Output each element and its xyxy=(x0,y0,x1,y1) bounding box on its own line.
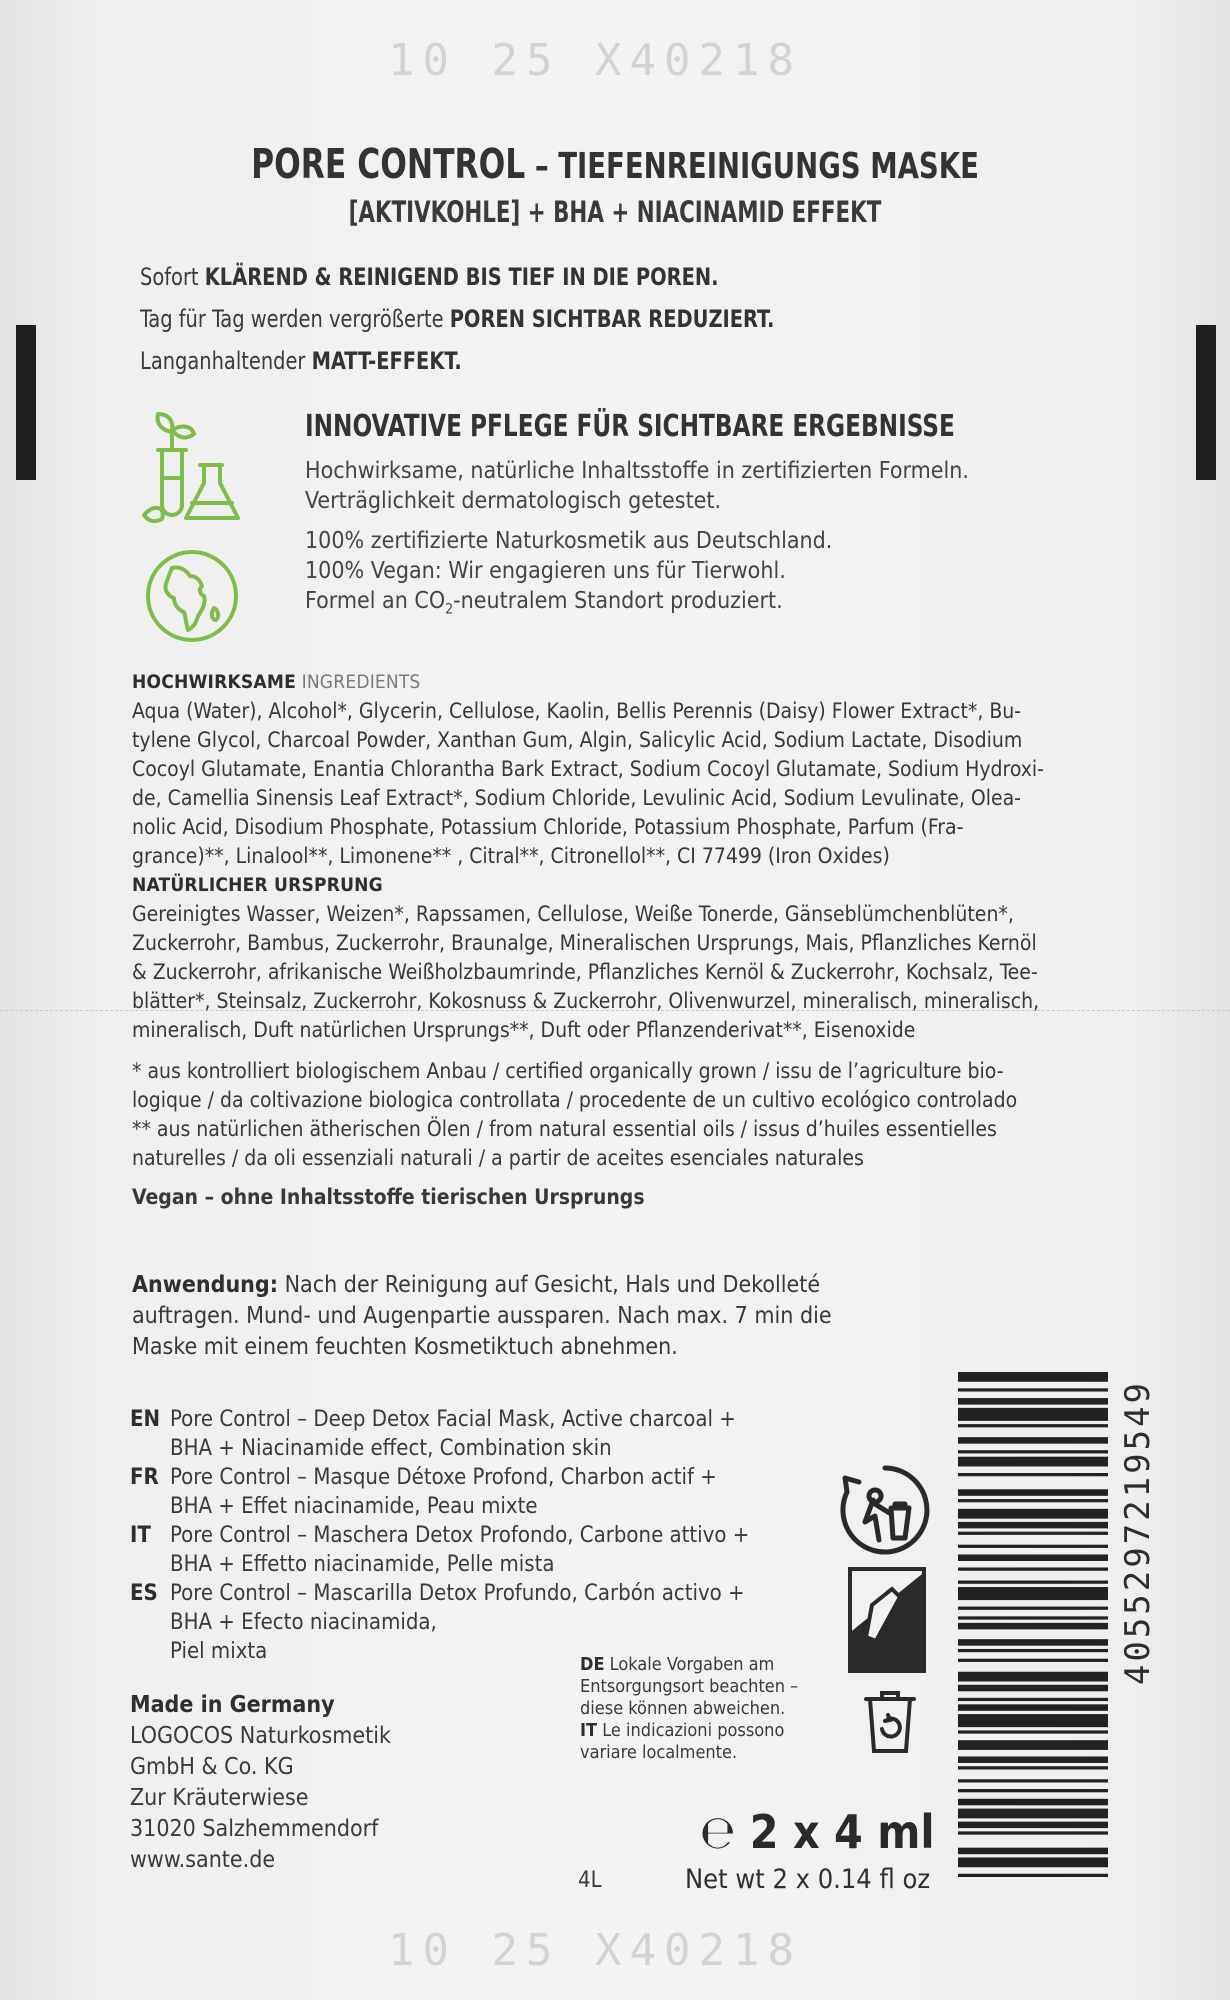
side-registration-mark-left xyxy=(16,325,36,480)
barcode-bar xyxy=(958,1649,1108,1652)
barcode-bar xyxy=(958,1874,1108,1877)
claim-line: Langanhaltender MATT-EFFEKT. xyxy=(140,347,462,375)
barcode-bar xyxy=(958,1424,1108,1427)
natural-origin-list: Gereinigtes Wasser, Weizen*, Rapssamen, Cellulose, Weiße Tonerde, Gänseblümchenblüten*, Zuckerrohr, Bambus, Zuckerrohr, Braunalge, Mineralischen Ursprungs, Mais, Pflanzliches Kernöl & Zuckerrohr, afrikanische Weißholzbaumrinde, Pflanzliches Kernöl & Zuckerrohr, Kochsalz, Tee- blätter*, Steinsalz, Zuckerrohr, Kokosnuss & Zuckerrohr, Olivenwurzel, mineralisch, mineralisch, mineralisch, Duft natürlichen Ursprungs**, Duft oder Pflanzenderivat**, Eisenoxide xyxy=(132,902,1040,1042)
language-code: ES xyxy=(130,1581,158,1606)
product-subtitle: [AKTIVKOHLE] + BHA + NIACINAMID EFFEKT xyxy=(348,195,882,229)
barcode-bar xyxy=(958,1437,1108,1444)
batch-code: 4L xyxy=(578,1868,602,1893)
product-title xyxy=(92,140,1138,188)
sachet-symbol-icon xyxy=(842,1565,932,1675)
claim-line: Sofort KLÄREND & REINIGEND BIS TIEF IN DIE POREN. xyxy=(140,263,719,291)
translation-row: IT Pore Control – Maschera Detox Profondo, Carbone attivo + BHA + Effetto niacinamide, Pelle mista xyxy=(130,1523,750,1577)
barcode-bar xyxy=(958,1545,1108,1548)
barcode-bar xyxy=(958,1398,1108,1405)
barcode-bar xyxy=(958,1766,1108,1769)
natural-origin-heading: NATÜRLICHER URSPRUNG xyxy=(132,874,383,896)
barcode-bar xyxy=(958,1779,1108,1782)
barcode-bar xyxy=(958,1848,1108,1855)
barcode xyxy=(958,1372,1108,1877)
benefit-paragraph: Hochwirksame, natürliche Inhaltsstoffe in zertifizierten Formeln. Verträglichkeit dermatologisch getestet. xyxy=(305,458,969,514)
barcode-bar xyxy=(958,1489,1108,1496)
translation-row: FR Pore Control – Masque Détoxe Profond, Charbon actif + BHA + Effet niacinamide, Peau mixte xyxy=(130,1465,717,1519)
recycle-trash-icon xyxy=(835,1460,935,1560)
footnotes: * aus kontrolliert biologischem Anbau / certified organically grown / issu de l’agriculture bio- logique / da coltivazione biologica controllata / procedente de un cultivo ecológico controlado ** aus natürlichen ätherischen Ölen / from natural essential oils / issus d’huiles essentielles naturelles / da oli essenziali naturali / a partir de aceites esenciales naturales xyxy=(132,1059,1018,1170)
barcode-bar xyxy=(958,1672,1108,1682)
language-code: EN xyxy=(130,1407,161,1432)
barcode-bar xyxy=(958,1685,1108,1692)
net-weight: Net wt 2 x 0.14 fl oz xyxy=(685,1864,931,1895)
barcode-bar xyxy=(958,1567,1108,1570)
vegan-note: Vegan – ohne Inhaltsstoffe tierischen Ursprungs xyxy=(132,1185,645,1209)
barcode-bar xyxy=(958,1616,1108,1619)
barcode-bar xyxy=(958,1704,1108,1711)
claims-list xyxy=(140,256,774,382)
barcode-bar xyxy=(958,1388,1108,1391)
barcode-bar xyxy=(958,1698,1108,1701)
claim-line: Tag für Tag werden vergrößerte POREN SICHTBAR REDUZIERT. xyxy=(140,305,775,333)
lab-flasks-leaf-icon xyxy=(140,410,250,530)
barcode-bar xyxy=(958,1831,1108,1834)
barcode-bar xyxy=(958,1408,1108,1421)
barcode-bar xyxy=(958,1532,1108,1535)
title-main: PORE CONTROL xyxy=(251,140,526,188)
volume-label: ℮ 2 x 4 ml xyxy=(700,1805,935,1859)
lot-code-top: 10 25 X40218 xyxy=(388,35,802,86)
manufacturer-address: Made in Germany LOGOCOS Naturkosmetik GmbH & Co. KG Zur Kräuterwiese 31020 Salzhemmendorf www.sante.de xyxy=(130,1692,391,1873)
lot-code-bottom: 10 25 X40218 xyxy=(388,1925,802,1976)
ean-number: 4055297219549 xyxy=(1118,1380,1158,1686)
globe-icon xyxy=(140,540,250,650)
barcode-bar xyxy=(958,1522,1108,1529)
translations xyxy=(130,1405,790,1666)
barcode-bar xyxy=(958,1714,1108,1727)
barcode-bar xyxy=(958,1789,1108,1792)
barcode-bar xyxy=(958,1450,1108,1453)
waste-bin-icon xyxy=(860,1685,920,1755)
barcode-bar xyxy=(958,1857,1108,1867)
benefit-heading: INNOVATIVE PFLEGE FÜR SICHTBARE ERGEBNISSE xyxy=(305,409,955,444)
barcode-bar xyxy=(958,1372,1108,1382)
barcode-bar xyxy=(958,1639,1108,1646)
ingredients-heading: HOCHWIRKSAME INGREDIENTS xyxy=(132,671,421,693)
usage-instructions: Anwendung: Nach der Reinigung auf Gesicht, Hals und Dekolleté auftragen. Mund- und Augenpartie aussparen. Nach max. 7 min die Maske mit einem feuchten Kosmetiktuch abnehmen. xyxy=(132,1272,832,1360)
benefit-section xyxy=(305,409,1065,635)
barcode-bar xyxy=(958,1809,1108,1819)
benefit-icons xyxy=(140,410,250,654)
barcode-bar xyxy=(958,1554,1108,1561)
barcode-bar xyxy=(958,1457,1108,1467)
barcode-bar xyxy=(958,1473,1108,1476)
barcode-bar xyxy=(958,1799,1108,1806)
side-registration-mark-right xyxy=(1196,325,1216,480)
ingredients-list: Aqua (Water), Alcohol*, Glycerin, Cellulose, Kaolin, Bellis Perennis (Daisy) Flower Extract*, Bu- tylene Glycol, Charcoal Powder, Xanthan Gum, Algin, Salicylic Acid, Sodium Lactate, Disodium Cocoyl Glutamate, Enantia Chlorantha Bark Extract, Sodium Cocoyl Glutamate, Sodium Hydroxi- de, Camellia Sinensis Leaf Extract*, Sodium Chloride, Levulinic Acid, Sodium Levulinate, Olea- nolic Acid, Disodium Phosphate, Potassium Chloride, Potassium Phosphate, Parfum (Fra- grance)**, Linalool**, Limonene** , Citral**, Citronellol**, CI 77499 (Iron Oxides) xyxy=(132,699,1044,868)
barcode-bar xyxy=(958,1822,1108,1829)
barcode-bar xyxy=(958,1509,1108,1519)
barcode-bar xyxy=(958,1607,1108,1610)
disposal-note: DE Lokale Vorgaben am Entsorgungsort beachten – diese können abweichen. IT Le indicazioni possono variare localmente. xyxy=(580,1654,799,1763)
barcode-bar xyxy=(958,1587,1108,1600)
barcode-bar xyxy=(958,1730,1108,1733)
barcode-bar xyxy=(958,1756,1108,1763)
translation-row: EN Pore Control – Deep Detox Facial Mask, Active charcoal + BHA + Niacinamide effect, Combination skin xyxy=(130,1407,736,1461)
barcode-bar xyxy=(958,1499,1108,1502)
translation-row: ES Pore Control – Mascarilla Detox Profundo, Carbón activo + BHA + Efecto niacinamida, Piel mixta xyxy=(130,1581,745,1664)
barcode-bar xyxy=(958,1740,1108,1750)
language-code: FR xyxy=(130,1465,159,1490)
ingredients-section xyxy=(132,668,1092,1212)
benefit-paragraph: 100% zertifizierte Naturkosmetik aus Deutschland. 100% Vegan: Wir engagieren uns für Tierwohl. Formel an $CO_2$-neutralem Standort produziert. xyxy=(305,528,833,618)
title-rest: – TIEFENREINIGUNGS MASKE xyxy=(525,146,979,187)
barcode-bar xyxy=(958,1623,1108,1630)
language-code: IT xyxy=(130,1523,151,1548)
barcode-bar xyxy=(958,1581,1108,1584)
barcode-bar xyxy=(958,1659,1108,1662)
